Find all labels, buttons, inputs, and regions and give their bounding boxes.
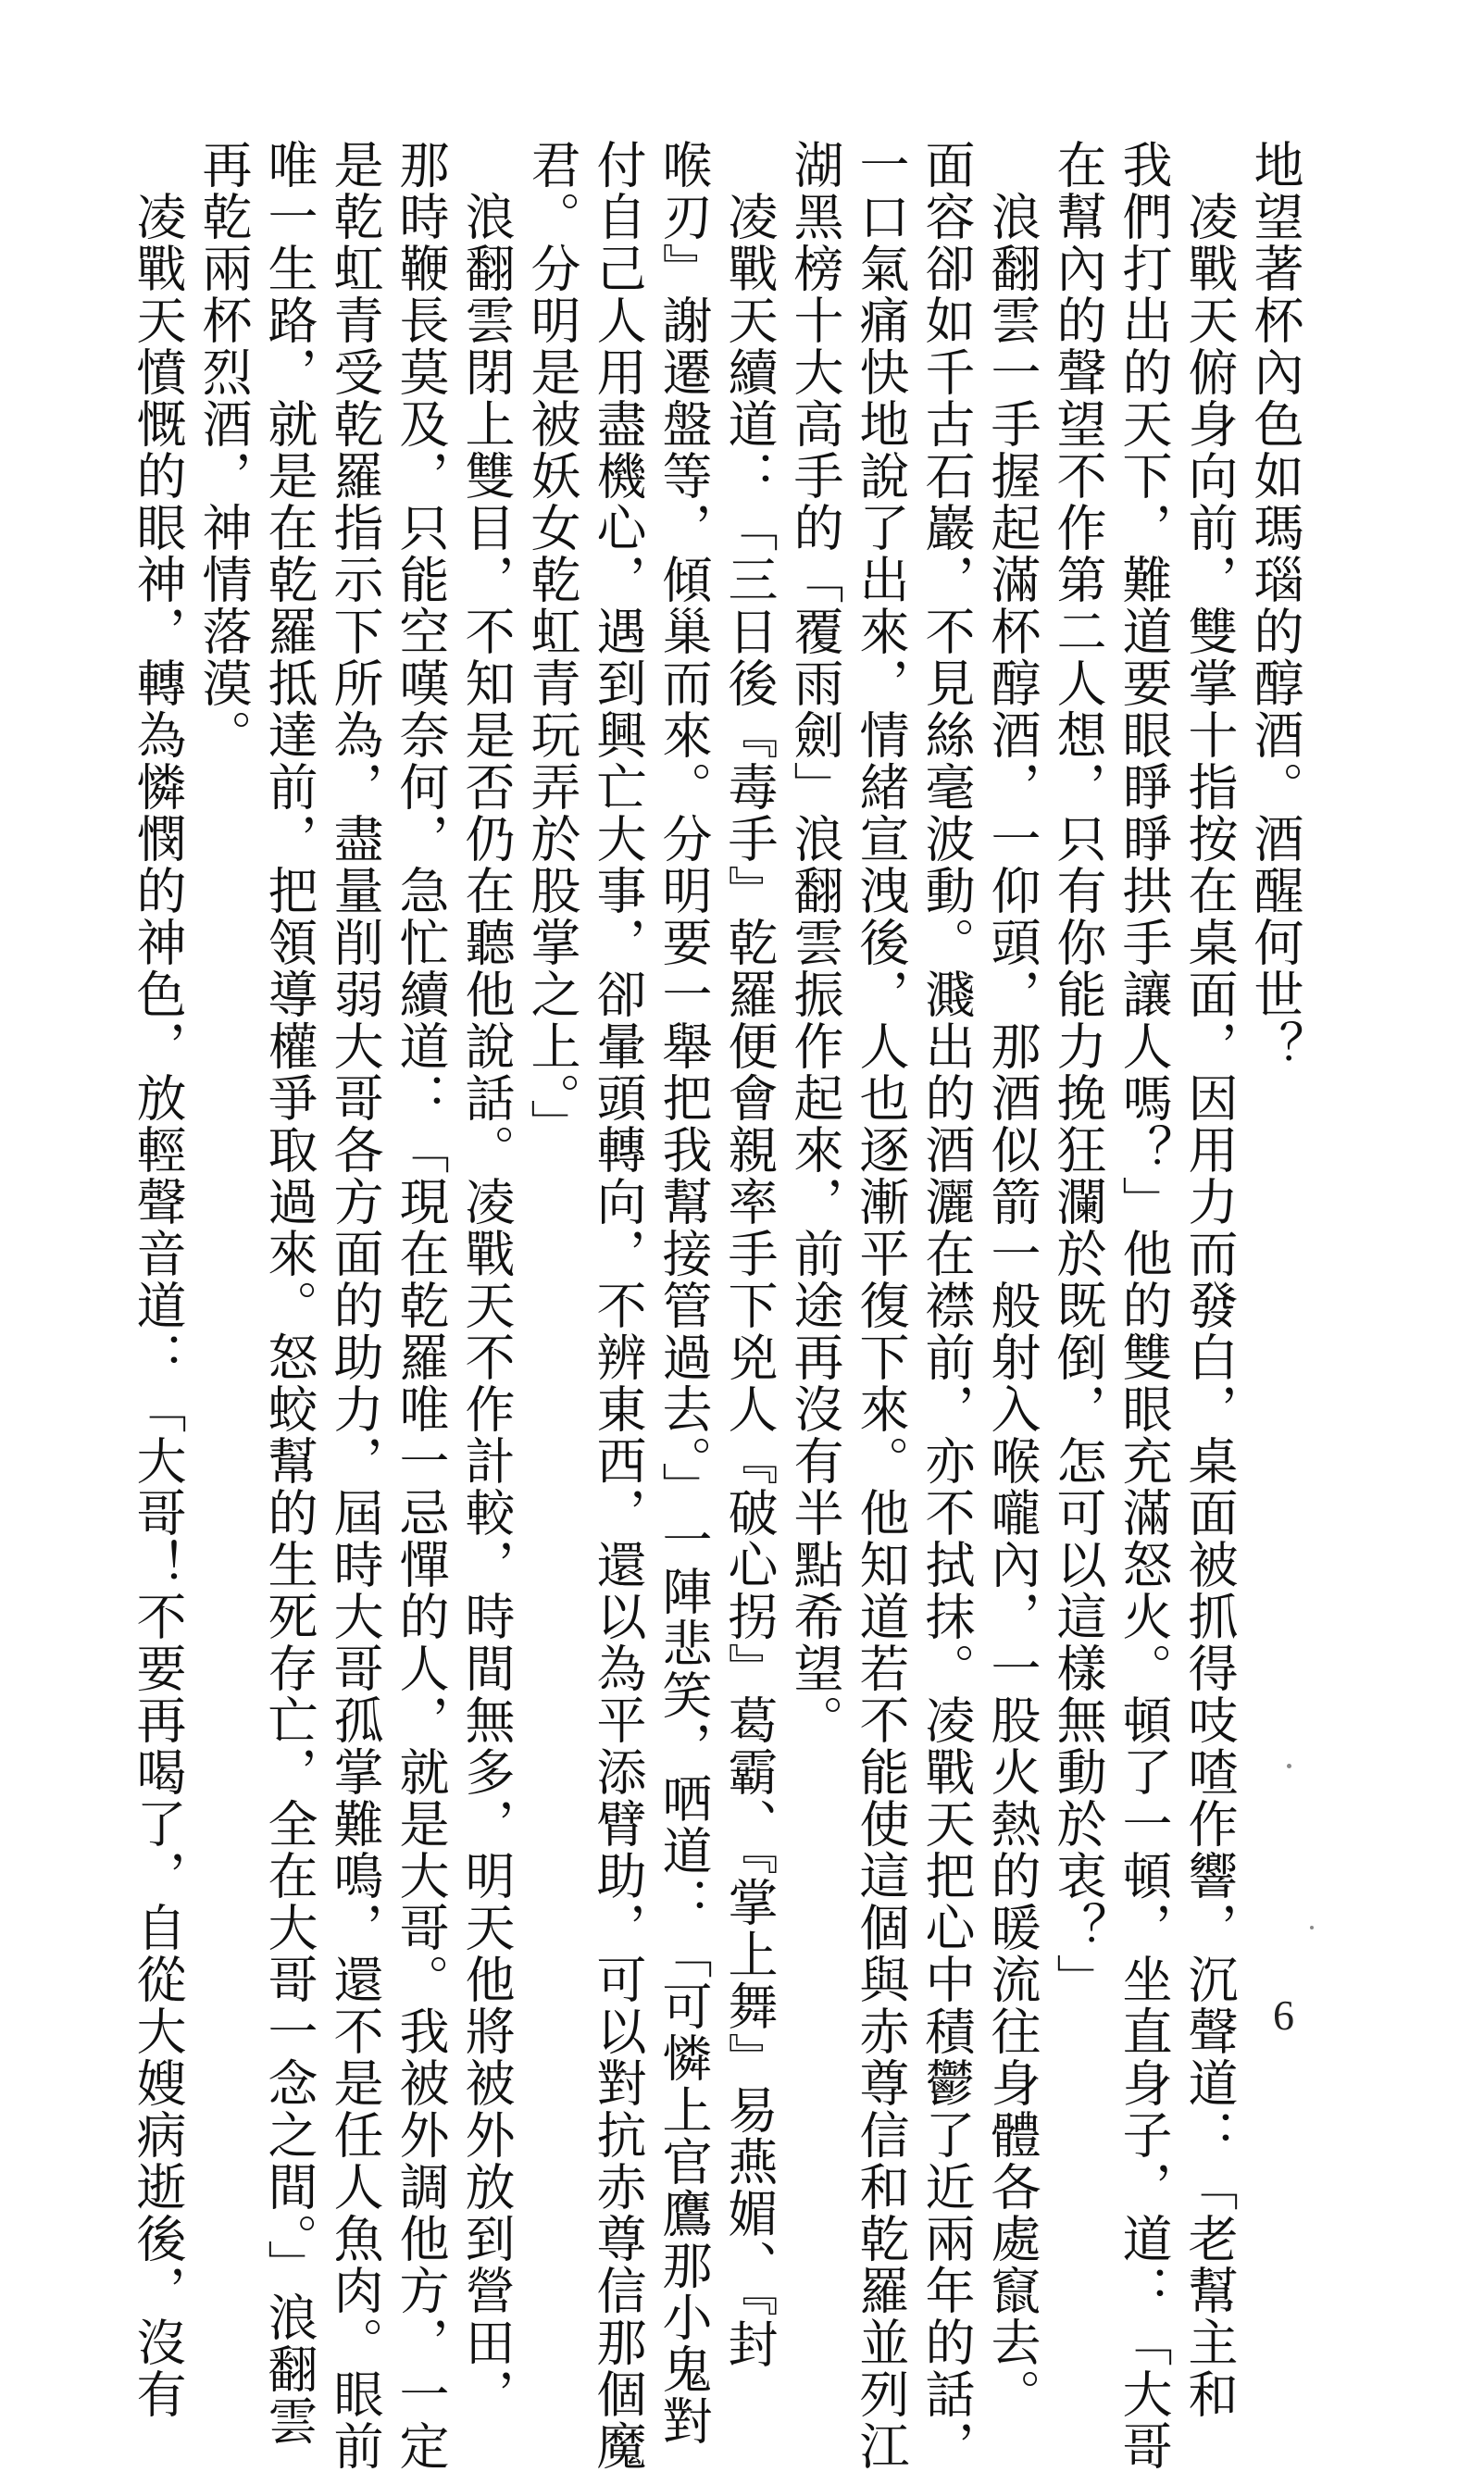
text-column-12: 君。分明是被妖女乾虹青玩弄於股掌之上。」 <box>523 139 581 1151</box>
text-column-5: 浪翻雲一手握起滿杯醇酒，一仰頭，那酒似箭一般射入喉嚨內，一股火熱的暖流往身體各處竄去。 <box>983 139 1041 2420</box>
text-column-1: 地望著杯內色如瑪瑙的醇酒。酒醒何世？ <box>1246 139 1304 1072</box>
text-column-16: 唯一生路，就是在乾羅抵達前，把領導權爭取過來。怒蛟幫的生死存亡，全在大哥一念之間。」浪翻雲 <box>260 139 318 2447</box>
text-column-9: 凌戰天續道：「三日後『毒手』乾羅便會親率手下兇人『破心拐』葛霸、『掌上舞』易燕媚、『封 <box>720 139 779 2370</box>
text-column-3: 我們打出的天下，難道要眼睜睜拱手讓人嗎？」他的雙眼充滿怒火。頓了一頓，坐直身子，道：「大哥 <box>1115 139 1173 2472</box>
text-column-2: 凌戰天俯身向前，雙掌十指按在桌面，因用力而發白，桌面被抓得吱喳作響，沉聲道：「老幫主和 <box>1180 139 1239 2420</box>
text-column-18: 凌戰天憤慨的眼神，轉為憐憫的神色，放輕聲音道：「大哥！不要再喝了，自從大嫂病逝後，沒有 <box>129 139 187 2420</box>
scan-speck <box>1287 1764 1291 1768</box>
vertical-text-body <box>129 139 1308 2472</box>
text-column-14: 那時鞭長莫及，只能空嘆奈何，急忙續道：「現在乾羅唯一忌憚的人，就是大哥。我被外調他方，一定 <box>392 139 450 2472</box>
page-number: 6 <box>1273 1991 1294 2039</box>
text-column-6: 面容卻如千古石巖，不見絲毫波動。濺出的酒灑在襟前，亦不拭抹。凌戰天把心中積鬱了近兩年的話， <box>917 139 976 2472</box>
text-column-13: 浪翻雲閉上雙目，不知是否仍在聽他說話。凌戰天不作計較，時間無多，明天他將被外放到營田， <box>457 139 516 2420</box>
text-column-15: 是乾虹青受乾羅指示下所為，盡量削弱大哥各方面的助力，屆時大哥孤掌難鳴，還不是任人魚肉。眼前 <box>326 139 384 2472</box>
scan-speck <box>1310 1926 1314 1929</box>
text-column-17: 再乾兩杯烈酒，神情落漠。 <box>194 139 253 761</box>
text-column-7: 一口氣痛快地說了出來，情緒宣洩後，人也逐漸平復下來。他知道若不能使這個與赤尊信和乾羅並列江 <box>852 139 910 2472</box>
text-column-10: 喉刃』謝遷盤等，傾巢而來。分明要一舉把我幫接管過去。」一陣悲笑，哂道：「可憐上官鷹那小鬼對 <box>655 139 713 2447</box>
text-column-11: 付自己人用盡機心，遇到興亡大事，卻暈頭轉向，不辨東西，還以為平添臂助，可以對抗赤尊信那個魔 <box>589 139 647 2472</box>
text-column-8: 湖黑榜十大高手的「覆雨劍」浪翻雲振作起來，前途再沒有半點希望。 <box>786 139 844 1746</box>
text-column-4: 在幫內的聲望不作第二人想，只有你能力挽狂瀾於既倒，怎可以這樣無動於衷？」 <box>1049 139 1107 2005</box>
